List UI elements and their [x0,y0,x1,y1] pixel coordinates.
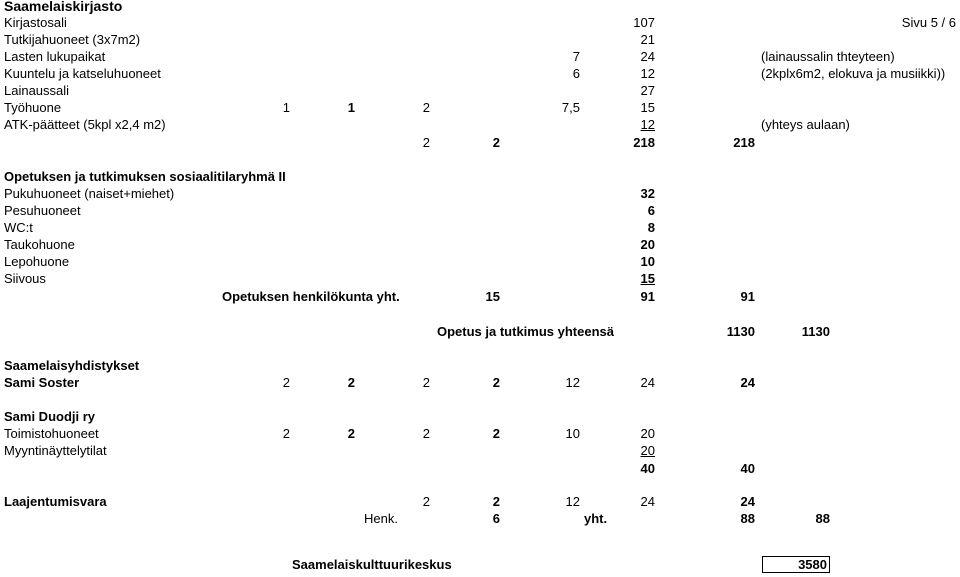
total-value: 218 [633,135,655,150]
area-value: 8 [647,220,655,235]
area-value: 27 [640,83,655,98]
yht-total: 88 [815,511,830,526]
staff-count: 15 [485,289,500,304]
row-label: Kuuntelu ja katseluhuoneet [4,66,161,81]
row-total: 24 [740,375,755,390]
col-value: 2 [492,494,500,509]
section-title: Saamelaisyhdistykset [4,358,140,373]
area-value: 21 [640,32,655,47]
row-note: (lainaussalin thteyteen) [761,49,895,64]
area-value: 24 [640,494,655,509]
total-value: 2 [492,135,500,150]
page-number: Sivu 5 / 6 [901,15,956,30]
col-value: 12 [565,494,580,509]
area-value: 20 [640,443,655,458]
row-label: ATK-päätteet (5kpl x2,4 m2) [4,117,166,132]
row-note: (yhteys aulaan) [761,117,850,132]
research-total-value: 1130 [726,324,755,339]
yht-label: yht. [584,511,608,526]
group-sum: 40 [640,461,655,476]
section-title: Opetuksen ja tutkimuksen sosiaalitilaryhmä II [4,169,286,184]
col-value: 2 [492,375,500,390]
henk-label: Henk. [364,511,398,526]
area-value: 15 [640,100,655,115]
yht-value: 88 [740,511,755,526]
research-total-value: 1130 [801,324,830,339]
col-value: 2 [422,494,430,509]
row-label: Kirjastosali [4,15,67,30]
col-value: 2 [492,426,500,441]
col-value: 10 [565,426,580,441]
henk-value: 6 [492,511,500,526]
area-value: 15 [640,271,655,286]
row-label: Työhuone [4,100,62,115]
row-label: Siivous [4,271,46,286]
unit-value: 7,5 [561,100,580,115]
research-total-label: Opetus ja tutkimus yhteensä [437,324,614,339]
row-label: Laajentumisvara [4,494,107,509]
col-value: 2 [282,426,290,441]
area-value: 10 [640,254,655,269]
total-value: 218 [733,135,755,150]
row-label: Tutkijahuoneet (3x7m2) [4,32,141,47]
col-value: 2 [347,426,355,441]
col-value: 2 [422,426,430,441]
row-label: Taukohuone [4,237,75,252]
footer-label: Saamelaiskulttuurikeskus [292,557,452,572]
area-value: 12 [640,66,655,81]
section-title: Sami Duodji ry [4,409,96,424]
area-value: 6 [647,203,655,218]
col-value: 1 [347,100,355,115]
row-label: Toimistohuoneet [4,426,99,441]
unit-value: 7 [572,49,580,64]
unit-value: 6 [572,66,580,81]
row-label: Lainaussali [4,83,70,98]
page-title: Saamelaiskirjasto [4,0,123,14]
row-label: Pukuhuoneet (naiset+miehet) [4,186,175,201]
grand-total: 3580 [762,556,830,573]
area-value: 24 [640,49,655,64]
total-value: 2 [422,135,430,150]
row-total: 24 [740,494,755,509]
area-value: 107 [633,15,655,30]
col-value: 12 [565,375,580,390]
col-value: 2 [422,375,430,390]
row-label: Pesuhuoneet [4,203,81,218]
area-value: 20 [640,426,655,441]
col-value: 2 [282,375,290,390]
row-label: WC:t [4,220,33,235]
area-value: 12 [640,117,655,132]
row-label: Sami Soster [4,375,80,390]
row-label: Lepohuone [4,254,70,269]
col-value: 2 [347,375,355,390]
staff-label: Opetuksen henkilökunta yht. [222,289,400,304]
col-value: 1 [282,100,290,115]
area-value: 20 [640,237,655,252]
group-total: 91 [740,289,755,304]
area-value: 24 [640,375,655,390]
row-label: Myyntinäyttelytilat [4,443,107,458]
group-sum: 91 [640,289,655,304]
col-value: 2 [422,100,430,115]
area-value: 32 [640,186,655,201]
row-note: (2kplx6m2, elokuva ja musiikki)) [761,66,946,81]
row-label: Lasten lukupaikat [4,49,106,64]
group-total: 40 [740,461,755,476]
